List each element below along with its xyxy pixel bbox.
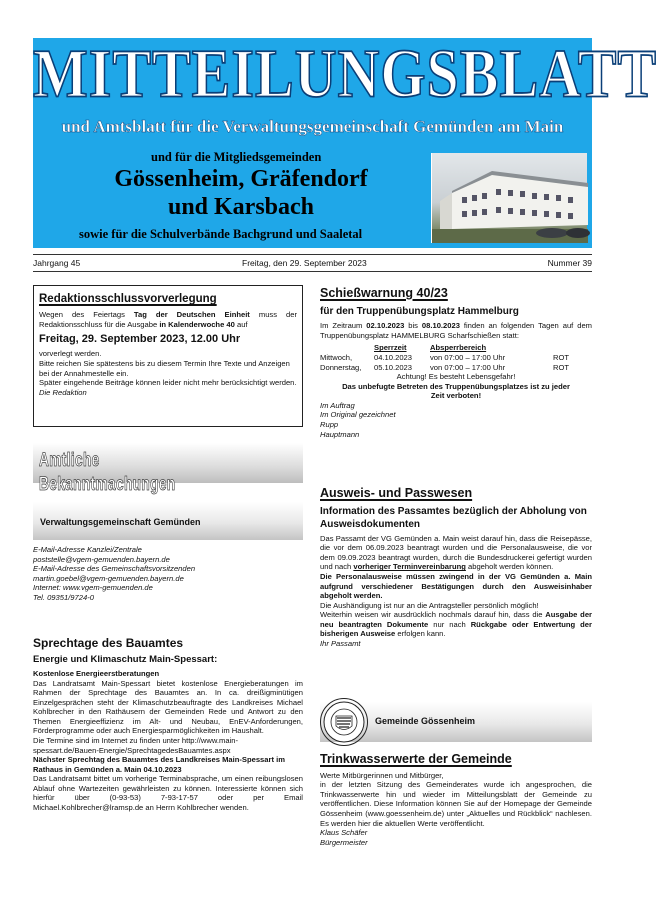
schedule-day: Donnerstag, <box>320 362 362 372</box>
bauamt-section: Kostenlose Energieerstberatungen <box>33 669 160 679</box>
building-illustration <box>432 153 588 243</box>
vg-band <box>33 502 303 540</box>
phone: Tel. 09351/9724-0 <box>33 592 94 602</box>
masthead-subtitle: und Amtsblatt für die Verwaltungsgemeinschaft Gemünden am Main <box>61 117 564 136</box>
deadline-moved: vorverlegt werden. <box>39 349 102 359</box>
passport-heading: Ausweis- und Passwesen <box>320 486 473 500</box>
masthead-schools: sowie für die Schulverbände Bachgrund und Saaletal <box>79 227 363 241</box>
passport-p4: Weiterhin weisen wir ausdrücklich nochmals darauf hin, dass die Ausgabe der neu beantragten Dokumente nur nach Rückgabe oder Entwertung der bisherigen Ausweise erfolgen kann. <box>320 610 593 639</box>
passport-article <box>320 486 592 649</box>
bauamt-p1: Das Landratsamt Main-Spessart bietet kostenlose Energieberatungen im Rahmen der Sprechtage des Bauamtes an. In ca. dreißigminütigen Einzelgesprächen steht der Klimaschutzbeauftragte des Landkreises Michael Kohlbrecher in den Rathäusern der Gemeinden Rede und Antwort zu den Themen Energieeffizienz im Alt- und Neubau, EnEV-Anforderungen, Förderprogramme oder auch Energiesparmöglichkeiten im Haushalt. <box>33 678 303 736</box>
schedule-row <box>320 363 571 373</box>
shooting-caution: Achtung! Es besteht Lebensgefahr! <box>396 372 516 382</box>
water-p1: in der letzten Sitzung des Gemeinderates wurde ich angesprochen, die Trinkwasserwerte hin und wieder im Mitteilungsblatt der Gemeinde zu veröffentlichen. Diese Information können Sie auf der Homepage der Gemeinde Gössenheim (www.goessenheim.de) unter „Aktuelles und Rückblick“ nachlesen. Es werden hier die aktuellen Werte veröffentlicht. <box>320 780 592 828</box>
shooting-intro: Im Zeitraum 02.10.2023 bis 08.10.2023 finden an folgenden Tagen auf dem Truppenübungsplatz HAMMELBURG Scharfschießen statt: <box>320 321 592 340</box>
shooting-schedule-table <box>320 343 571 372</box>
shooting-heading: Schießwarnung 40/23 <box>320 286 448 300</box>
schedule-area: ROT <box>553 353 570 363</box>
passport-subheading: Information des Passamtes bezüglich der Abholung von Ausweisdokumenten <box>320 505 587 530</box>
shooting-warning-article <box>320 286 592 439</box>
building-photo <box>431 153 587 243</box>
schedule-header-row <box>320 343 571 353</box>
masthead-title: MITTEILUNGSBLATT <box>33 35 657 112</box>
municipality-seal <box>320 698 368 746</box>
passport-p2: Die Personalausweise müssen zwingend in der VG Gemünden a. Main aufgrund verschiedener Bestätigungen durch den Ausweisinhaber abgeholt werden. <box>320 572 592 601</box>
shooting-sign2: Im Original gezeichnet <box>320 410 396 420</box>
seal-emblem-icon <box>322 700 366 744</box>
passport-p1: Das Passamt der VG Gemünden a. Main weist darauf hin, dass die Reisepässe, die vor dem 06.09.2023 beantragt wurden und die Personalausweise, die vor dem 09.09.2023 beantragt wurden, durch die Bundesdruckerei gefertigt wurden und nach vorheriger Terminvereinbarung abgeholt werden können. <box>320 533 592 572</box>
masthead-member-intro: und für die Mitgliedsgemeinden <box>151 150 322 164</box>
masthead <box>33 35 657 248</box>
schedule-col-time: Sperrzeit <box>374 343 407 353</box>
deadline-late: Später eingehende Beiträge können leider nicht mehr berücksichtigt werden. <box>39 378 297 388</box>
schedule-area: ROT <box>553 362 570 372</box>
goessenheim-band-title: Gemeinde Gössenheim <box>375 716 476 726</box>
bauamt-p3: Das Landratsamt bittet um vorherige Terminabsprache, um einen reibungslosen Ablauf ohne Wartezeiten gewährleisten zu können. Interessierte können sich hierfür über (0-93-53) 7-93-17-57 oder per Email Michael.Kohlbrecher@lramsp.de an Herrn Kohlbrecher wenden. <box>33 774 303 812</box>
deadline-date: Freitag, 29. September 2023, 12.00 Uhr <box>39 332 241 345</box>
schedule-date: 05.10.2023 <box>374 362 413 372</box>
issue-bar <box>33 254 592 272</box>
masthead-towns-line1: Gössenheim, Gräfendorf <box>114 166 368 192</box>
schedule-time: von 07:00 – 17:00 Uhr <box>430 353 506 363</box>
issue-volume: Jahrgang 45 <box>33 258 81 268</box>
water-heading: Trinkwasserwerte der Gemeinde <box>320 752 512 766</box>
bauamt-heading: Sprechtage des Bauamtes <box>33 636 184 650</box>
water-greeting: Werte Mitbürgerinnen und Mitbürger, <box>320 770 444 780</box>
water-sign1: Klaus Schäfer <box>320 828 368 838</box>
shooting-subheading: für den Truppenübungsplatz Hammelburg <box>320 305 519 317</box>
deadline-sign: Die Redaktion <box>39 387 87 397</box>
bauamt-next: Nächster Sprechtag des Bauamtes des Landkreises Main-Spessart im Rathaus in Gemünden a. Main 04.10.2023 <box>33 755 285 774</box>
announcements-banner-text: Amtliche Bekanntmachungen <box>39 450 176 495</box>
shooting-sign1: Im Auftrag <box>320 400 355 410</box>
schedule-row <box>320 353 571 363</box>
shooting-sign4: Hauptmann <box>320 429 360 439</box>
deadline-intro: Wegen des Feiertags Tag der Deutschen Einheit muss der Redaktionsschluss für die Ausgabe in Kalenderwoche 40 auf <box>39 310 298 330</box>
internet: Internet: www.vgem-gemuenden.de <box>33 583 153 593</box>
schedule-col-area: Absperrbereich <box>430 343 487 353</box>
passport-p3: Die Aushändigung ist nur an die Antragsteller persönlich möglich! <box>320 600 539 610</box>
email-chair-label: E-Mail-Adresse des Gemeinschaftsvorsitzenden <box>33 564 196 574</box>
email-kanzlei: poststelle@vgem-gemuenden.bayern.de <box>33 554 170 564</box>
schedule-day: Mittwoch, <box>320 353 353 363</box>
announcements-banner <box>33 443 303 495</box>
contacts-block <box>33 545 303 602</box>
bauamt-article <box>33 636 303 813</box>
issue-date: Freitag, den 29. September 2023 <box>242 258 367 268</box>
shooting-forbidden: Das unbefugte Betreten des Truppenübungsplatzes ist zu jeder Zeit verboten! <box>342 381 570 401</box>
schedule-time: von 07:00 – 17:00 Uhr <box>430 362 506 372</box>
water-sign2: Bürgermeister <box>320 837 368 847</box>
masthead-towns-line2: und Karsbach <box>167 193 315 220</box>
deadline-notice-box <box>33 285 303 427</box>
email-chair: martin.goebel@vgem-gemuenden.bayern.de <box>33 573 184 583</box>
bauamt-subheading: Energie und Klimaschutz Main-Spessart: <box>33 654 218 666</box>
schedule-date: 04.10.2023 <box>374 353 413 363</box>
shooting-sign3: Rupp <box>320 419 339 429</box>
passport-sign: Ihr Passamt <box>320 638 361 648</box>
deadline-heading: Redaktionsschlussvorverlegung <box>39 293 217 305</box>
bauamt-p2: Die Termine sind im Internet zu finden unter http://www.main-spessart.de/Bauen-Energie/SprechtagedesBauamtes.aspx <box>33 736 238 755</box>
issue-number: Nummer 39 <box>547 258 592 268</box>
water-article <box>320 752 592 847</box>
deadline-please: Bitte reichen Sie spätestens bis zu diesem Termin Ihre Texte und Anzeigen bei der Annahmestelle ein. <box>39 359 290 378</box>
masthead-towns <box>91 166 391 221</box>
vg-band-title: Verwaltungsgemeinschaft Gemünden <box>40 517 201 527</box>
email-kanzlei-label: E-Mail-Adresse Kanzlei/Zentrale <box>33 545 142 554</box>
